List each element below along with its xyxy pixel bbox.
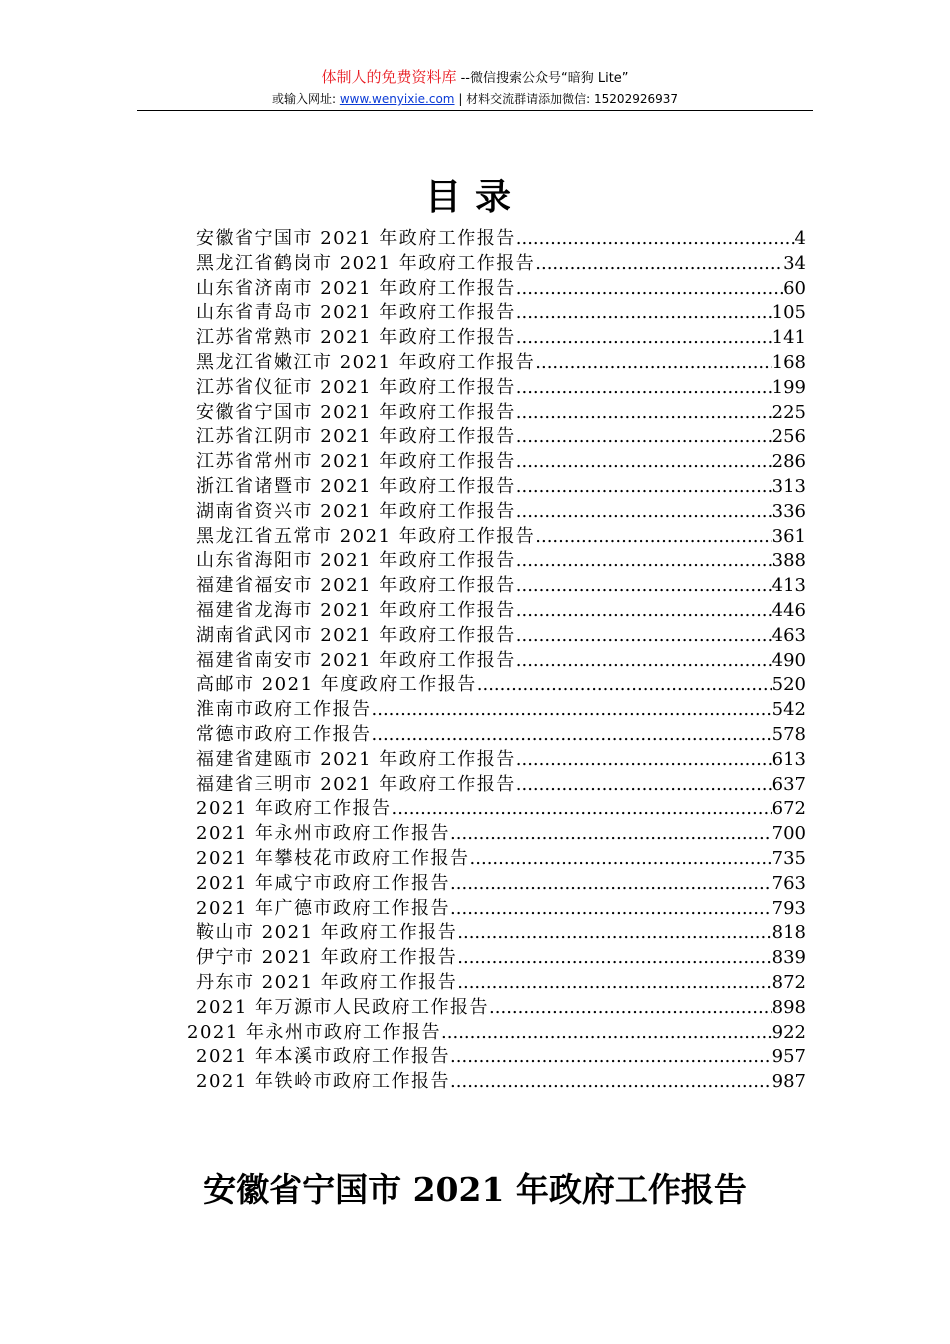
toc-entry-title: 浙江省诸暨市 2021 年政府工作报告	[196, 475, 516, 497]
toc-entry-page: 60	[783, 277, 806, 299]
toc-entry[interactable]	[187, 1021, 806, 1046]
toc-entry-page: 141	[771, 327, 806, 349]
toc-dot-leader	[516, 425, 772, 450]
toc-entry[interactable]	[196, 847, 806, 872]
toc-entry-title: 福建省南安市 2021 年政府工作报告	[196, 649, 516, 671]
toc-entry-page: 225	[771, 401, 806, 423]
toc-dot-leader	[489, 996, 772, 1021]
toc-entry[interactable]	[196, 500, 806, 525]
toc-entry-title: 江苏省江阴市 2021 年政府工作报告	[196, 426, 516, 448]
toc-dot-leader	[516, 450, 772, 475]
toc-entry-title: 黑龙江省嫩江市 2021 年政府工作报告	[196, 351, 536, 373]
toc-entry-title: 鞍山市 2021 年政府工作报告	[196, 922, 458, 944]
toc-entry[interactable]	[196, 822, 806, 847]
toc-entry-title: 淮南市政府工作报告	[196, 699, 372, 721]
toc-dot-leader	[457, 946, 771, 971]
toc-dot-leader	[372, 723, 772, 748]
toc-dot-leader	[392, 797, 772, 822]
toc-entry-title: 福建省福安市 2021 年政府工作报告	[196, 575, 516, 597]
toc-entry-title: 2021 年咸宁市政府工作报告	[196, 872, 451, 894]
toc-entry-page: 446	[771, 599, 806, 621]
toc-entry-page: 490	[771, 649, 806, 671]
toc-entry-page: 957	[771, 1046, 806, 1068]
toc-list	[187, 227, 806, 1095]
toc-entry-page: 987	[771, 1071, 806, 1093]
toc-entry[interactable]	[196, 549, 806, 574]
toc-dot-leader	[516, 475, 772, 500]
header-site-link[interactable]: www.wenyixie.com	[339, 92, 455, 106]
toc-entry-page: 922	[771, 1021, 806, 1043]
toc-entry-title: 福建省龙海市 2021 年政府工作报告	[196, 599, 516, 621]
toc-entry[interactable]	[196, 624, 806, 649]
toc-entry-page: 168	[771, 351, 806, 373]
toc-entry-page: 388	[771, 550, 806, 572]
toc-entry[interactable]	[196, 748, 806, 773]
toc-entry[interactable]	[196, 649, 806, 674]
toc-entry[interactable]	[196, 723, 806, 748]
toc-dot-leader	[516, 624, 772, 649]
toc-entry-page: 361	[771, 525, 806, 547]
toc-entry-title: 伊宁市 2021 年政府工作报告	[196, 947, 458, 969]
toc-entry[interactable]	[196, 227, 806, 252]
toc-entry[interactable]	[196, 475, 806, 500]
toc-dot-leader	[516, 574, 772, 599]
toc-entry-title: 福建省三明市 2021 年政府工作报告	[196, 773, 516, 795]
toc-dot-leader	[516, 773, 772, 798]
toc-entry[interactable]	[196, 996, 806, 1021]
toc-entry[interactable]	[196, 673, 806, 698]
header-site-prefix: 或输入网址:	[271, 92, 340, 106]
toc-dot-leader	[450, 1070, 772, 1095]
toc-dot-leader	[516, 500, 772, 525]
toc-entry-title: 江苏省常熟市 2021 年政府工作报告	[196, 327, 516, 349]
toc-entry-page: 336	[771, 500, 806, 522]
toc-dot-leader	[372, 698, 772, 723]
toc-entry-page: 542	[771, 699, 806, 721]
toc-dot-leader	[516, 326, 772, 351]
toc-entry-page: 872	[771, 971, 806, 993]
toc-dot-leader	[516, 401, 772, 426]
header-brand: 体制人的免费资料库	[321, 68, 457, 86]
toc-entry[interactable]	[196, 574, 806, 599]
toc-entry-page: 763	[771, 872, 806, 894]
toc-entry-page: 105	[771, 302, 806, 324]
header-line-1	[0, 68, 950, 88]
toc-dot-leader	[516, 649, 772, 674]
toc-dot-leader	[477, 673, 772, 698]
toc-entry[interactable]	[196, 921, 806, 946]
toc-entry[interactable]	[196, 1070, 806, 1095]
toc-entry-page: 700	[771, 823, 806, 845]
toc-entry[interactable]	[196, 425, 806, 450]
header-contact: | 材料交流群请添加微信: 15202926937	[454, 92, 679, 106]
toc-entry-page: 818	[771, 922, 806, 944]
toc-entry-title: 2021 年广德市政府工作报告	[196, 897, 451, 919]
toc-entry[interactable]	[196, 872, 806, 897]
toc-entry-title: 黑龙江省鹤岗市 2021 年政府工作报告	[196, 252, 536, 274]
toc-dot-leader	[516, 748, 772, 773]
toc-entry-page: 578	[771, 723, 806, 745]
toc-entry-page: 199	[771, 376, 806, 398]
toc-entry-title: 黑龙江省五常市 2021 年政府工作报告	[196, 525, 536, 547]
toc-entry-page: 4	[794, 228, 806, 249]
toc-entry-title: 2021 年万源市人民政府工作报告	[196, 996, 490, 1018]
toc-entry-title: 2021 年铁岭市政府工作报告	[196, 1071, 451, 1093]
toc-entry-page: 463	[771, 624, 806, 646]
toc-entry-title: 2021 年攀枝花市政府工作报告	[196, 847, 470, 869]
toc-dot-leader	[441, 1021, 772, 1046]
toc-dot-leader	[535, 351, 771, 376]
toc-entry[interactable]	[196, 401, 806, 426]
toc-entry-page: 672	[771, 798, 806, 820]
header-tagline: --微信搜索公众号“暗狗 Lite”	[456, 71, 629, 86]
toc-entry-page: 520	[771, 674, 806, 696]
toc-entry-page: 613	[771, 748, 806, 770]
toc-entry-title: 山东省济南市 2021 年政府工作报告	[196, 277, 516, 299]
toc-entry-page: 839	[771, 947, 806, 969]
toc-entry-title: 湖南省资兴市 2021 年政府工作报告	[196, 500, 516, 522]
toc-entry[interactable]	[196, 277, 806, 302]
toc-dot-leader	[450, 872, 772, 897]
toc-dot-leader	[535, 525, 771, 550]
toc-entry-title: 安徽省宁国市 2021 年政府工作报告	[196, 228, 516, 249]
toc-entry-title: 福建省建瓯市 2021 年政府工作报告	[196, 748, 516, 770]
page-header	[0, 68, 950, 108]
toc-dot-leader	[516, 277, 783, 302]
toc-entry-page: 286	[771, 451, 806, 473]
toc-entry-title: 2021 年政府工作报告	[196, 798, 392, 820]
toc-entry[interactable]	[196, 971, 806, 996]
toc-dot-leader	[457, 971, 771, 996]
toc-dot-leader	[516, 301, 772, 326]
toc-entry-title: 2021 年永州市政府工作报告	[196, 823, 451, 845]
toc-entry[interactable]	[196, 252, 806, 277]
toc-entry[interactable]	[196, 1045, 806, 1070]
toc-entry-title: 山东省青岛市 2021 年政府工作报告	[196, 302, 516, 324]
toc-entry-page: 34	[783, 252, 806, 274]
toc-dot-leader	[535, 252, 783, 277]
toc-dot-leader	[450, 1045, 772, 1070]
toc-entry-title: 2021 年永州市政府工作报告	[187, 1021, 442, 1043]
header-divider	[137, 110, 813, 111]
toc-title: 目录	[424, 176, 525, 218]
toc-entry-title: 高邮市 2021 年度政府工作报告	[196, 674, 477, 696]
toc-dot-leader	[516, 227, 795, 252]
toc-entry-page: 256	[771, 426, 806, 448]
toc-entry[interactable]	[196, 797, 806, 822]
toc-entry-title: 2021 年本溪市政府工作报告	[196, 1046, 451, 1068]
toc-entry-title: 丹东市 2021 年政府工作报告	[196, 971, 458, 993]
toc-entry[interactable]	[196, 326, 806, 351]
toc-entry[interactable]	[196, 351, 806, 376]
toc-entry-title: 江苏省仪征市 2021 年政府工作报告	[196, 376, 516, 398]
toc-entry[interactable]	[196, 301, 806, 326]
toc-dot-leader	[457, 921, 771, 946]
toc-entry[interactable]	[196, 376, 806, 401]
toc-entry-title: 山东省海阳市 2021 年政府工作报告	[196, 550, 516, 572]
toc-entry-page: 313	[771, 475, 806, 497]
toc-entry[interactable]	[196, 946, 806, 971]
toc-dot-leader	[450, 897, 772, 922]
toc-entry-page: 793	[771, 897, 806, 919]
toc-entry-title: 江苏省常州市 2021 年政府工作报告	[196, 451, 516, 473]
toc-dot-leader	[470, 847, 772, 872]
toc-entry-page: 413	[771, 575, 806, 597]
toc-dot-leader	[516, 549, 772, 574]
toc-entry[interactable]	[196, 773, 806, 798]
toc-dot-leader	[516, 599, 772, 624]
toc-entry-page: 898	[771, 996, 806, 1018]
toc-entry-page: 735	[771, 847, 806, 869]
toc-entry[interactable]	[196, 525, 806, 550]
toc-dot-leader	[450, 822, 772, 847]
toc-entry[interactable]	[196, 599, 806, 624]
toc-entry[interactable]	[196, 450, 806, 475]
toc-entry-title: 安徽省宁国市 2021 年政府工作报告	[196, 401, 516, 423]
toc-dot-leader	[516, 376, 772, 401]
header-line-2	[0, 90, 950, 108]
toc-entry[interactable]	[196, 897, 806, 922]
toc-entry-title: 湖南省武冈市 2021 年政府工作报告	[196, 624, 516, 646]
document-title: 安徽省宁国市 2021 年政府工作报告	[203, 1170, 747, 1209]
toc-entry-title: 常德市政府工作报告	[196, 723, 372, 745]
toc-entry[interactable]	[196, 698, 806, 723]
toc-entry-page: 637	[771, 773, 806, 795]
